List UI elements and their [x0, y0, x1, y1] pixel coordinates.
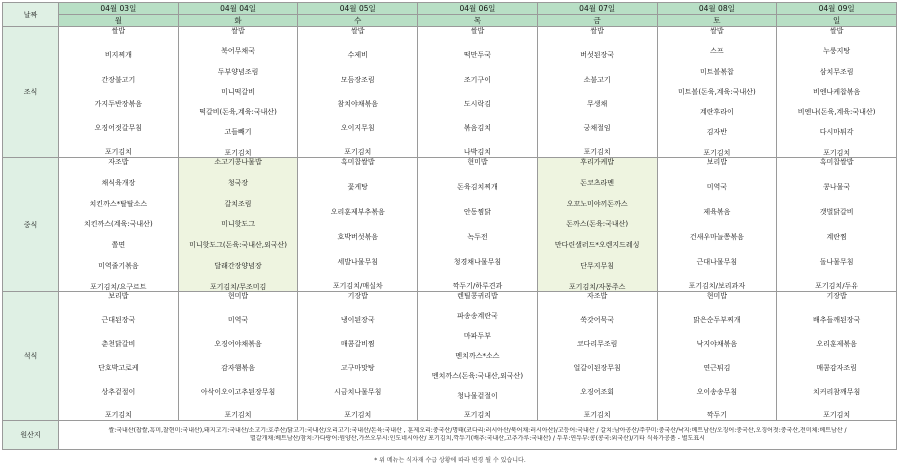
- weekday-header: 일: [777, 15, 897, 27]
- menu-cell: [777, 158, 897, 292]
- menu-item: 세발나물무침: [337, 257, 379, 266]
- menu-item: 포기김치: [703, 148, 731, 157]
- change-notice: * 위 메뉴는 식자재 수급 상황에 따라 변경 될 수 있습니다.: [374, 457, 526, 464]
- menu-item: 쌀밥: [829, 27, 844, 35]
- menu-item: 무생채: [587, 99, 608, 108]
- menu-cell: [657, 292, 777, 421]
- menu-item: 춘천닭갈비: [101, 339, 136, 348]
- menu-item: 제육볶음: [703, 207, 731, 216]
- date-header: 04월 05일: [298, 3, 418, 15]
- menu-item: 김자반: [706, 128, 728, 137]
- menu-item: 꽃게탕: [347, 182, 368, 191]
- menu-item: 연근튀김: [703, 363, 731, 372]
- menu-item: 비엔나케찹볶음: [812, 87, 861, 96]
- menu-cell: [418, 158, 538, 292]
- menu-item: 오징어조회: [580, 387, 615, 396]
- weekday-header: 월: [59, 15, 179, 27]
- menu-item: 배추들깨된장국: [812, 315, 861, 324]
- menu-item: 청국장: [227, 178, 249, 187]
- menu-item-list: [538, 292, 657, 420]
- menu-cell: [178, 292, 298, 421]
- menu-item: 고구마맛탕: [340, 363, 375, 372]
- meal-row-breakfast: [3, 27, 897, 158]
- menu-item: 녹두전: [467, 232, 488, 241]
- menu-item: 시금치나물무침: [334, 387, 382, 396]
- menu-item: 기장밥: [826, 292, 847, 300]
- menu-item: 근대나물무침: [696, 257, 738, 266]
- menu-item: 포기김치: [104, 411, 132, 420]
- menu-item: 미역줄기볶음: [98, 261, 139, 270]
- menu-item: 감자햄볶음: [221, 363, 255, 372]
- menu-item: 치킨까스(계육:국내산): [84, 220, 153, 229]
- menu-item: 현미밥: [467, 158, 488, 166]
- menu-item: 나박김치: [463, 148, 491, 157]
- menu-item: 오이송송무침: [696, 387, 738, 396]
- menu-item: 미역국: [706, 182, 728, 191]
- menu-item: 포기김치: [344, 148, 372, 157]
- menu-item: 포기김치/무조미김: [209, 282, 267, 291]
- menu-item-list: [179, 27, 298, 157]
- menu-item: 떡갈비(돈육,계육:국내산): [199, 108, 277, 116]
- menu-item-list: [59, 158, 178, 291]
- menu-item: 간장불고기: [101, 75, 136, 84]
- menu-item: 얼갈이된장무침: [573, 363, 621, 372]
- menu-item: 쫄면: [111, 241, 126, 249]
- menu-item: 포기김치: [823, 148, 851, 157]
- menu-item: 떡만두국: [463, 51, 491, 60]
- menu-item: 소불고기: [583, 75, 611, 84]
- menu-item-list: [179, 292, 298, 420]
- menu-item: 쌀밥: [231, 27, 245, 35]
- menu-item: 만다린샐러드*오렌지드레싱: [554, 241, 640, 249]
- menu-cell: [59, 158, 179, 292]
- menu-item: 맑은순두부찌개: [693, 315, 741, 324]
- menu-item: 보리밥: [706, 158, 728, 166]
- menu-item: 현미밥: [706, 292, 728, 300]
- menu-item: 멘치까스(돈육:국내산,외국산): [431, 371, 524, 380]
- menu-item-list: [298, 292, 417, 420]
- menu-item: 흑미찹쌀밥: [819, 158, 854, 166]
- menu-item-list: [538, 158, 657, 291]
- menu-item: 오징어젓갈무침: [94, 124, 143, 133]
- menu-item: 아삭이오이고추된장무침: [200, 387, 276, 396]
- meal-row-lunch: [3, 158, 897, 292]
- menu-item: 쌀밥: [350, 27, 365, 35]
- menu-item: 오징어야채볶음: [214, 339, 262, 348]
- menu-item: 포기김치/두유: [815, 282, 859, 291]
- origin-line: 멸갈개채:베트남산/참치:가다랑어:원양산,가쓰오부시:인도네시아산/ 포기김치,깍두기(배추:국내산,고추가루:국내산) / 두부:연두부:콩(콩국:외국산)/기타 식육가공품 - 별도표시: [250, 435, 705, 442]
- weekday-header: 수: [298, 15, 418, 27]
- meal-body: [3, 27, 897, 450]
- menu-item: 안동찜닭: [463, 207, 491, 216]
- menu-item: 포기김치: [104, 148, 132, 157]
- date-row: [3, 3, 897, 15]
- origin-text: [59, 421, 897, 450]
- menu-item-list: [298, 27, 417, 157]
- date-header: 04월 09일: [777, 3, 897, 15]
- menu-item: 누룽지탕: [823, 47, 851, 56]
- menu-item: 스프: [710, 47, 724, 56]
- menu-cell: [59, 27, 179, 158]
- menu-item: 미니떡갈비: [221, 87, 255, 96]
- date-header: 04월 06일: [418, 3, 538, 15]
- menu-item: 다시마튀각: [819, 128, 854, 137]
- menu-item: 포기김치: [583, 148, 611, 157]
- menu-item: 콩나물국: [823, 182, 851, 191]
- menu-item-list: [59, 292, 178, 420]
- menu-item: 조기구이: [463, 75, 491, 84]
- menu-cell: [418, 27, 538, 158]
- menu-item: 달래간장양념장: [214, 261, 262, 270]
- menu-cell-highlighted: [537, 158, 657, 292]
- menu-item: 상추겉절이: [101, 387, 136, 396]
- weekday-row: [3, 15, 897, 27]
- menu-item: 돈육김치찌개: [457, 182, 498, 191]
- menu-item: 궁채절임: [583, 124, 611, 133]
- menu-item: 도시락김: [463, 99, 491, 108]
- menu-cell: [298, 292, 418, 421]
- menu-cell: [298, 158, 418, 292]
- menu-item: 렌틸콩귀리밥: [457, 292, 498, 300]
- menu-cell: [537, 27, 657, 158]
- menu-item: 계란후라이: [699, 108, 734, 116]
- menu-cell: [298, 27, 418, 158]
- menu-cell: [777, 27, 897, 158]
- menu-item: 매콤감자조림: [816, 363, 857, 372]
- menu-cell: [657, 27, 777, 158]
- weekday-header: 토: [657, 15, 777, 27]
- menu-item: 참치야채볶음: [337, 99, 379, 108]
- menu-item: 포기김치: [224, 411, 252, 420]
- menu-item: 포기김치: [344, 411, 372, 420]
- meal-label: 조식: [3, 27, 59, 158]
- menu-cell: [537, 292, 657, 421]
- menu-item: 포기김치/요구르트: [90, 282, 147, 291]
- menu-item: 후리가케밥: [580, 158, 615, 166]
- menu-item: 청나물겉절이: [457, 391, 498, 400]
- weekday-header: 화: [178, 15, 298, 27]
- date-header: 04월 08일: [657, 3, 777, 15]
- menu-item: 호박버섯볶음: [337, 232, 379, 241]
- menu-item: 포기김치/보리과자: [688, 282, 746, 291]
- menu-item: 기장밥: [347, 292, 368, 300]
- menu-item: 모듬장조림: [340, 75, 375, 84]
- menu-item-list: [418, 158, 537, 291]
- date-corner-label: 날짜: [3, 3, 59, 27]
- menu-item: 미니핫도그: [221, 220, 255, 229]
- menu-item: 근대된장국: [101, 315, 136, 324]
- menu-item-list: [777, 27, 896, 157]
- menu-item: 미트볼볶찹: [699, 67, 734, 76]
- origin-label: 원산지: [3, 421, 59, 450]
- menu-item: 포기김치/매실차: [332, 282, 383, 291]
- menu-item: 오리훈제볶음: [816, 339, 857, 348]
- menu-item: 비엔나(돈육,계육:국내산): [797, 108, 876, 116]
- menu-item: 버섯된장국: [580, 51, 615, 60]
- menu-item: 보리밥: [108, 292, 129, 300]
- menu-item: 냉이된장국: [340, 315, 375, 324]
- menu-item: 마파두부: [463, 331, 491, 340]
- menu-cell: [777, 292, 897, 421]
- menu-item: 삼치무조림: [819, 67, 854, 76]
- origin-row: [3, 421, 897, 450]
- menu-item: 포기김치: [583, 411, 611, 420]
- menu-item: 쑥갓어묵국: [580, 315, 615, 324]
- menu-item: 두부양념조림: [217, 67, 259, 76]
- menu-item: 포기김치: [463, 411, 491, 420]
- menu-item: 현미밥: [227, 292, 249, 300]
- menu-item: 치킨까스*탈탈소스: [89, 199, 148, 208]
- menu-item: 코다리무조림: [576, 339, 618, 348]
- menu-item: 치커리참깨무침: [812, 387, 861, 396]
- menu-item: 계란찜: [826, 232, 847, 241]
- menu-item: 미니핫도그(돈육:국내산,외국산): [189, 241, 288, 249]
- menu-cell: [178, 27, 298, 158]
- menu-item-list: [418, 27, 537, 157]
- menu-cell-highlighted: [178, 158, 298, 292]
- menu-item-list: [777, 158, 896, 291]
- origin-line: 쌀:국내산(찹쌀,흑미,찰현미:국내산),돼지고기:국내산/소고기:호주산/닭고기:국내산/오리고기:국내산/돈육:국내산 , 훈제오리:중국산/명태(코다리:러시아산/북어채:러시아산)/고등어:국내산 / 갈치:남아공산/주꾸미:중국산/낙지:베트남산/오징어:중국산,오징어젓:중국산,전미체:베트남산 /: [108, 427, 847, 434]
- menu-item: 포기김치: [224, 148, 252, 157]
- menu-item: 쌀밥: [111, 27, 126, 35]
- menu-item: 깍두기/하루견과: [452, 282, 503, 291]
- menu-item: 북어무채국: [221, 47, 255, 56]
- menu-item: 건새우마늘쫑볶음: [689, 232, 744, 241]
- menu-item: 미역국: [227, 315, 249, 324]
- menu-item: 자조밥: [108, 158, 129, 166]
- date-header: 04월 03일: [59, 3, 179, 15]
- menu-item: 가지두반장볶음: [94, 99, 143, 108]
- menu-item: 쌀밥: [710, 27, 724, 35]
- menu-item: 포기김치/자몽주스: [568, 282, 626, 291]
- menu-item: 볶음김치: [463, 124, 491, 133]
- weekday-header: 금: [537, 15, 657, 27]
- menu-item: 갈치조림: [224, 199, 252, 208]
- menu-item-list: [538, 27, 657, 157]
- menu-item-list: [777, 292, 896, 420]
- menu-item: 단호박고로케: [98, 363, 139, 372]
- menu-item: 돌나물무침: [819, 257, 854, 266]
- menu-item: 오꼬노미야끼돈까스: [566, 199, 628, 208]
- menu-item: 깍두기: [706, 411, 728, 420]
- weekday-header: 목: [418, 15, 538, 27]
- menu-item-list: [658, 158, 777, 291]
- menu-item-list: [179, 158, 298, 291]
- meal-row-dinner: [3, 292, 897, 421]
- menu-item: 단무지무침: [580, 261, 615, 270]
- menu-cell: [657, 158, 777, 292]
- menu-item-list: [418, 292, 537, 420]
- menu-item-list: [658, 27, 777, 157]
- menu-item: 돈까스(돈육:국내산): [566, 220, 629, 229]
- menu-item: 비지찌개: [104, 51, 132, 60]
- menu-item: 오리훈제부추볶음: [330, 207, 385, 216]
- menu-item: 오이지무침: [340, 124, 375, 133]
- date-header: 04월 07일: [537, 3, 657, 15]
- menu-item-list: [658, 292, 777, 420]
- menu-item: 멘치까스*소스: [455, 351, 500, 360]
- menu-item: 낙지야채볶음: [696, 339, 738, 348]
- menu-item: 고들빼기: [224, 128, 252, 137]
- menu-item-list: [59, 27, 178, 157]
- menu-item: 포기김치: [823, 411, 851, 420]
- menu-item: 매콤갈비찜: [340, 339, 375, 348]
- menu-item: 채식육개장: [101, 178, 136, 187]
- meal-label: 중식: [3, 158, 59, 292]
- menu-cell: [59, 292, 179, 421]
- menu-item: 파송송계란국: [457, 311, 498, 320]
- menu-item: 쌀밥: [590, 27, 604, 35]
- menu-item: 갯벌닭갈비: [819, 207, 854, 216]
- menu-item: 소고기콩나물밥: [214, 158, 262, 166]
- date-header: 04월 04일: [178, 3, 298, 15]
- menu-item-list: [298, 158, 417, 291]
- menu-item: 자조밥: [587, 292, 608, 300]
- menu-item: 돈코츠라멘: [580, 178, 615, 187]
- menu-item: 수제비: [347, 51, 368, 60]
- menu-item: 미트볼(돈육,계육:국내산): [678, 87, 756, 96]
- menu-item: 흑미찹쌀밥: [340, 158, 375, 166]
- weekly-meal-table: [2, 2, 897, 450]
- menu-item: 청경채나물무침: [453, 257, 502, 266]
- menu-cell: [418, 292, 538, 421]
- menu-item: 쌀밥: [470, 27, 485, 35]
- meal-label: 석식: [3, 292, 59, 421]
